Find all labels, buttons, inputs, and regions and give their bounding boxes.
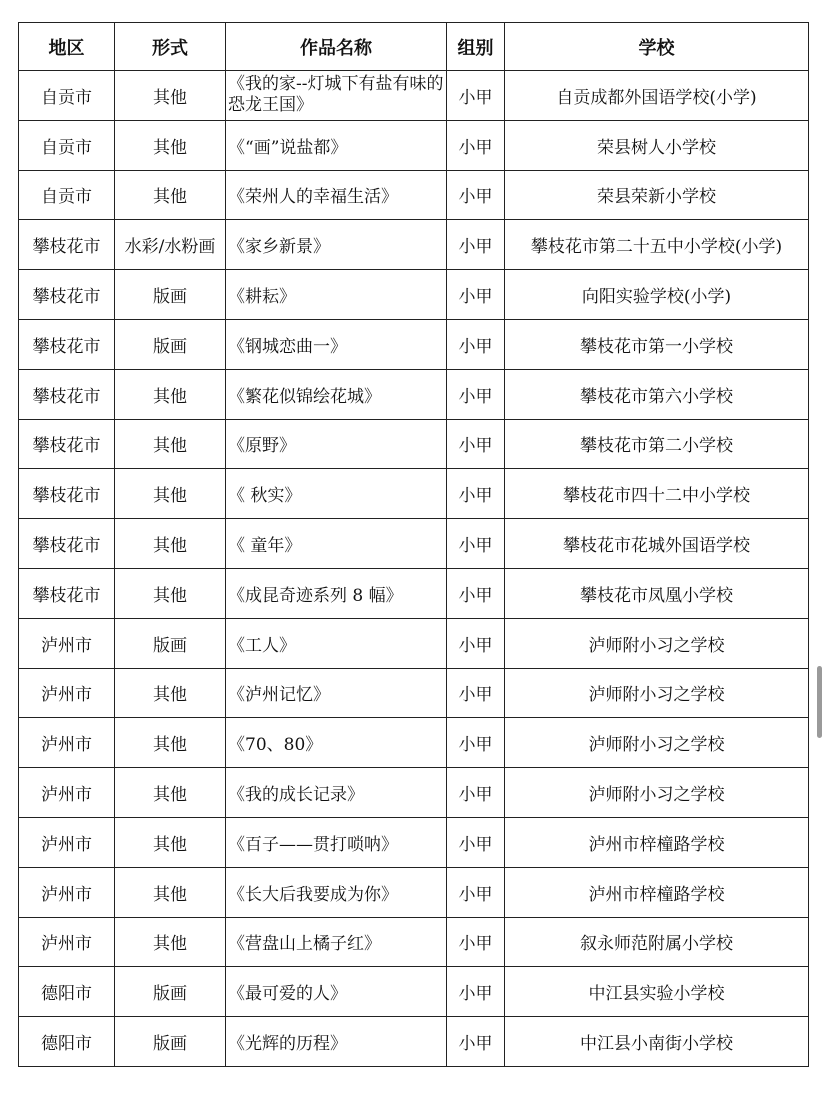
cell-title: 《我的家--灯城下有盐有味的恐龙王国》 [226,71,447,121]
cell-region: 德阳市 [19,1017,115,1067]
cell-region: 攀枝花市 [19,469,115,519]
cell-title: 《工人》 [226,618,447,668]
cell-school: 攀枝花市第六小学校 [505,369,809,419]
cell-title: 《成昆奇迹系列 8 幅》 [226,568,447,618]
header-title: 作品名称 [226,23,447,71]
cell-region: 攀枝花市 [19,270,115,320]
cell-region: 自贡市 [19,71,115,121]
cell-group: 小甲 [447,568,505,618]
cell-group: 小甲 [447,120,505,170]
header-school: 学校 [505,23,809,71]
cell-form: 其他 [115,768,226,818]
cell-form: 其他 [115,867,226,917]
cell-form: 其他 [115,519,226,569]
cell-group: 小甲 [447,270,505,320]
vertical-scrollbar[interactable] [817,666,822,738]
cell-region: 攀枝花市 [19,319,115,369]
cell-region: 泸州市 [19,867,115,917]
cell-group: 小甲 [447,369,505,419]
cell-school: 泸州市梓橦路学校 [505,867,809,917]
cell-form: 其他 [115,71,226,121]
table-row [19,270,809,320]
table-body [19,71,809,1067]
table-row [19,768,809,818]
cell-region: 自贡市 [19,170,115,220]
cell-group: 小甲 [447,867,505,917]
cell-region: 泸州市 [19,718,115,768]
cell-title: 《泸州记忆》 [226,668,447,718]
cell-form: 版画 [115,319,226,369]
cell-form: 水彩/水粉画 [115,220,226,270]
cell-form: 版画 [115,967,226,1017]
cell-group: 小甲 [447,718,505,768]
table-row [19,967,809,1017]
table-row [19,568,809,618]
table-row [19,718,809,768]
cell-school: 向阳实验学校(小学) [505,270,809,320]
cell-form: 其他 [115,568,226,618]
cell-group: 小甲 [447,917,505,967]
cell-group: 小甲 [447,1017,505,1067]
cell-form: 其他 [115,369,226,419]
cell-school: 泸师附小习之学校 [505,718,809,768]
cell-group: 小甲 [447,519,505,569]
cell-group: 小甲 [447,170,505,220]
cell-form: 版画 [115,1017,226,1067]
cell-form: 其他 [115,668,226,718]
cell-group: 小甲 [447,817,505,867]
table-row [19,220,809,270]
cell-title: 《70、80》 [226,718,447,768]
cell-title: 《我的成长记录》 [226,768,447,818]
cell-group: 小甲 [447,668,505,718]
cell-title: 《最可爱的人》 [226,967,447,1017]
cell-school: 攀枝花市第二小学校 [505,419,809,469]
cell-region: 攀枝花市 [19,369,115,419]
table-row [19,519,809,569]
awards-table [18,22,809,1067]
cell-school: 荣县荣新小学校 [505,170,809,220]
header-form: 形式 [115,23,226,71]
cell-school: 攀枝花市花城外国语学校 [505,519,809,569]
cell-region: 泸州市 [19,817,115,867]
table-row [19,618,809,668]
cell-region: 攀枝花市 [19,519,115,569]
cell-region: 攀枝花市 [19,220,115,270]
cell-title: 《耕耘》 [226,270,447,320]
cell-region: 自贡市 [19,120,115,170]
cell-title: 《“画”说盐都》 [226,120,447,170]
cell-title: 《家乡新景》 [226,220,447,270]
cell-form: 版画 [115,618,226,668]
cell-region: 泸州市 [19,917,115,967]
table-row [19,1017,809,1067]
cell-title: 《繁花似锦绘花城》 [226,369,447,419]
cell-form: 其他 [115,917,226,967]
cell-school: 中江县小南街小学校 [505,1017,809,1067]
cell-region: 德阳市 [19,967,115,1017]
cell-group: 小甲 [447,469,505,519]
cell-title: 《 童年》 [226,519,447,569]
cell-school: 泸州市梓橦路学校 [505,817,809,867]
table-row [19,668,809,718]
awards-table-container [18,22,809,1067]
cell-title: 《荣州人的幸福生活》 [226,170,447,220]
cell-form: 其他 [115,469,226,519]
table-row [19,170,809,220]
cell-school: 攀枝花市第一小学校 [505,319,809,369]
cell-school: 荣县树人小学校 [505,120,809,170]
table-row [19,120,809,170]
header-group: 组别 [447,23,505,71]
cell-group: 小甲 [447,319,505,369]
table-row [19,917,809,967]
cell-form: 其他 [115,419,226,469]
cell-group: 小甲 [447,618,505,668]
cell-school: 攀枝花市四十二中小学校 [505,469,809,519]
cell-title: 《 秋实》 [226,469,447,519]
cell-school: 泸师附小习之学校 [505,618,809,668]
cell-school: 攀枝花市第二十五中小学校(小学) [505,220,809,270]
cell-group: 小甲 [447,220,505,270]
cell-form: 其他 [115,170,226,220]
cell-title: 《营盘山上橘子红》 [226,917,447,967]
cell-group: 小甲 [447,419,505,469]
cell-region: 泸州市 [19,768,115,818]
cell-region: 泸州市 [19,618,115,668]
header-row [19,23,809,71]
cell-title: 《光辉的历程》 [226,1017,447,1067]
cell-region: 攀枝花市 [19,568,115,618]
table-row [19,817,809,867]
cell-group: 小甲 [447,967,505,1017]
cell-form: 其他 [115,718,226,768]
cell-title: 《钢城恋曲一》 [226,319,447,369]
cell-school: 泸师附小习之学校 [505,668,809,718]
cell-school: 叙永师范附属小学校 [505,917,809,967]
cell-form: 版画 [115,270,226,320]
cell-title: 《长大后我要成为你》 [226,867,447,917]
table-row [19,867,809,917]
cell-school: 泸师附小习之学校 [505,768,809,818]
cell-school: 攀枝花市凤凰小学校 [505,568,809,618]
cell-region: 攀枝花市 [19,419,115,469]
cell-group: 小甲 [447,768,505,818]
table-row [19,319,809,369]
cell-group: 小甲 [447,71,505,121]
cell-form: 其他 [115,120,226,170]
table-row [19,71,809,121]
table-row [19,469,809,519]
cell-region: 泸州市 [19,668,115,718]
cell-school: 中江县实验小学校 [505,967,809,1017]
cell-form: 其他 [115,817,226,867]
cell-school: 自贡成都外国语学校(小学) [505,71,809,121]
cell-title: 《原野》 [226,419,447,469]
table-row [19,369,809,419]
cell-title: 《百子——贯打唢呐》 [226,817,447,867]
header-region: 地区 [19,23,115,71]
table-row [19,419,809,469]
